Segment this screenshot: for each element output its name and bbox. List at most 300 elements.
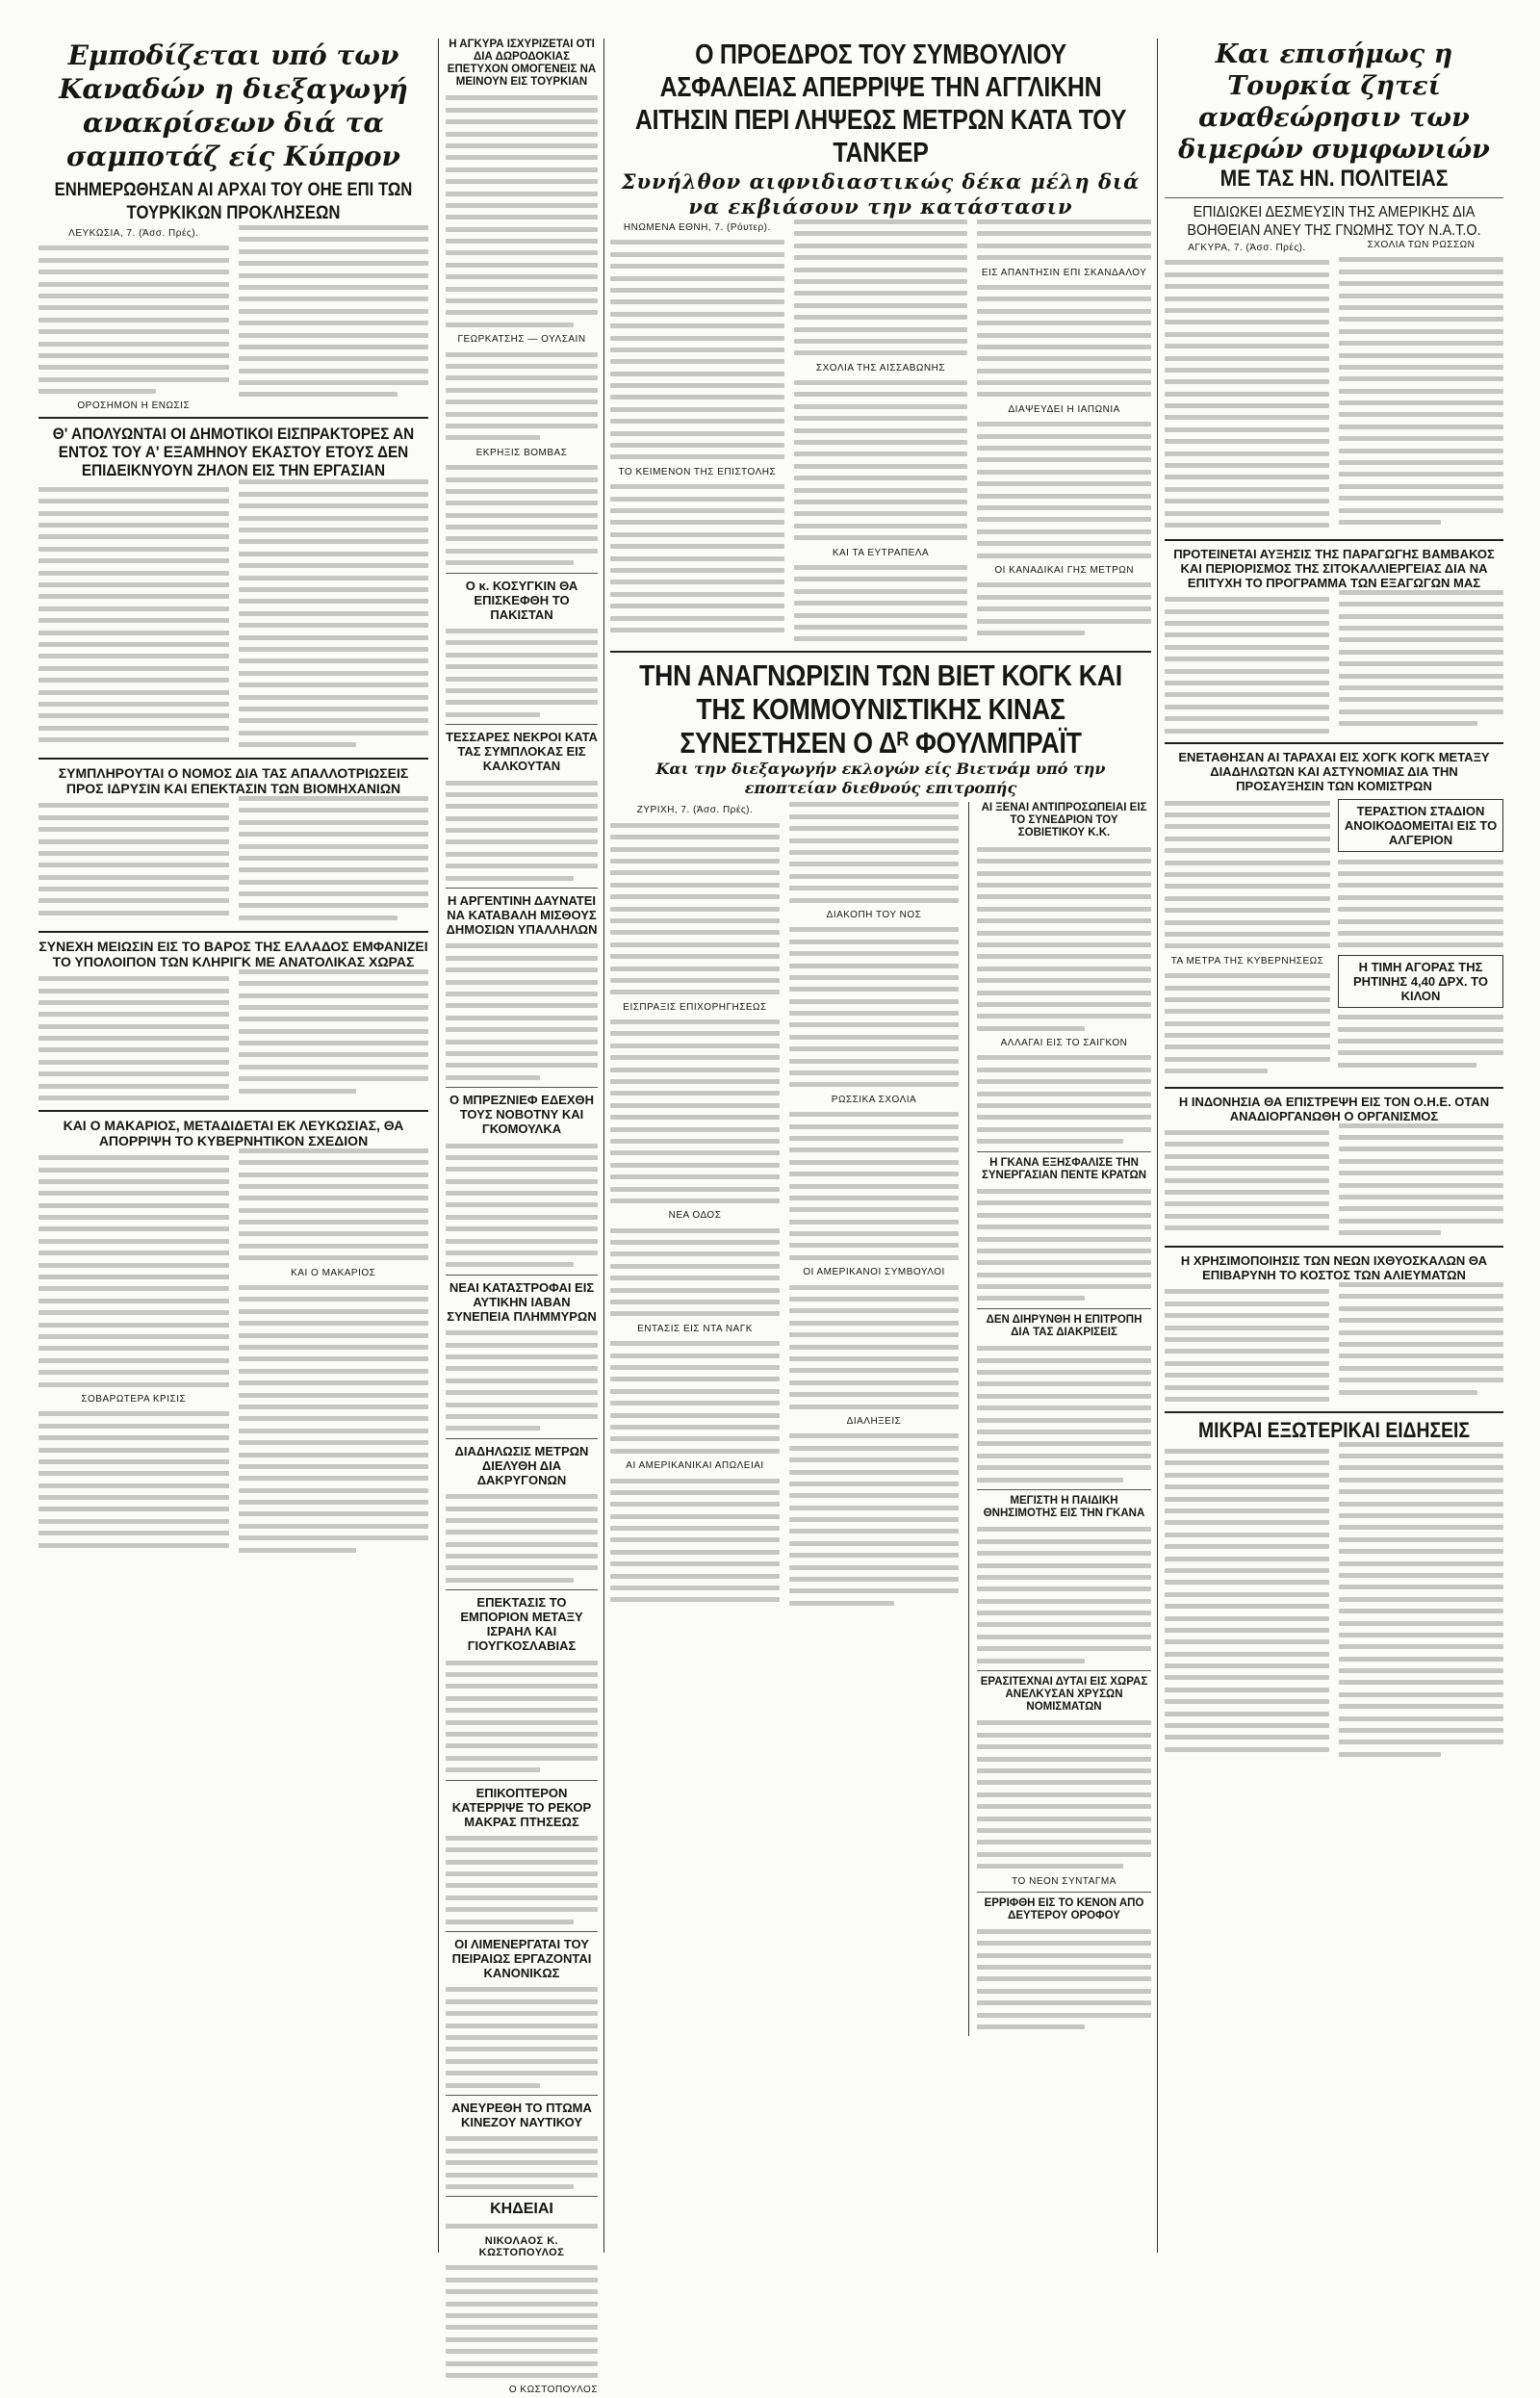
body-text-line: [38, 1012, 229, 1017]
body-text-line: [446, 1040, 598, 1044]
body-text-line: [977, 1575, 1151, 1580]
body-text-line: [239, 611, 429, 616]
body-text-line: [446, 1251, 598, 1255]
body-text-line: [789, 898, 959, 903]
body-text-line: [239, 1184, 429, 1189]
body-text-line: [1339, 685, 1503, 690]
body-text-line: [239, 273, 429, 278]
headline-foreign-briefs: ΜΙΚΡΑΙ ΕΞΩΤΕΡΙΚΑΙ ΕΙΔΗΣΕΙΣ: [1197, 1417, 1471, 1442]
body-text-line: [977, 1780, 1151, 1785]
body-text-line: [789, 1070, 959, 1075]
body-text-line: [446, 640, 598, 645]
body-text-line: [1165, 812, 1330, 817]
body-text-line: [789, 1588, 959, 1593]
body-text-line: [610, 616, 784, 621]
column-divider: [603, 39, 604, 2253]
body-text-line: [789, 940, 959, 944]
body-text-line: [977, 1260, 1151, 1265]
body-text-line: [977, 1200, 1151, 1205]
body-text-line: [446, 375, 598, 380]
body-text-line: [977, 1103, 1151, 1108]
body-text-line: [789, 1011, 959, 1016]
body-text-line: [1165, 1557, 1329, 1561]
body-text-line: [239, 808, 429, 812]
body-text-line: [1165, 1201, 1329, 1206]
body-text-line: [446, 2313, 598, 2318]
body-text-line: [610, 508, 784, 513]
body-text-line: [977, 1744, 1151, 1749]
body-text-line: [789, 1035, 959, 1040]
body-text-line: [38, 329, 229, 334]
section-heading: ΟΡΟΣΗΜΟΝ Η ΕΝΩΣΙΣ: [77, 400, 191, 412]
body-text-line: [977, 356, 1151, 361]
body-text-line: [239, 796, 429, 801]
body-text-line: [1339, 1525, 1503, 1530]
body-text-line: [977, 422, 1151, 426]
body-text-line: [446, 2024, 598, 2028]
section-heading: ΣΧΟΛΙΑ ΤΗΣ ΑΙΣΣΑΒΩΝΗΣ: [815, 362, 946, 374]
body-text-line: [239, 903, 429, 908]
body-text-line: [38, 713, 229, 718]
body-text-line: [610, 383, 784, 388]
body-text-line: [38, 258, 229, 263]
body-text-line: [610, 454, 784, 459]
rule-divider: [977, 1489, 1151, 1490]
body-text-line: [977, 1840, 1151, 1844]
rule-divider: [977, 1308, 1151, 1309]
body-text-line: [789, 1482, 959, 1486]
body-text-line: [446, 274, 598, 279]
rule-divider: [977, 1892, 1151, 1893]
rule-divider: [446, 1931, 598, 1932]
headline-resin-price: Η ΤΙΜΗ ΑΓΟΡΑΣ ΤΗΣ ΡΗΤΙΝΗΣ 4,40 ΔΡΧ. ΤΟ ΚΙΛΟΝ: [1353, 959, 1488, 1003]
body-text-line: [239, 695, 429, 700]
body-text-line: [446, 513, 598, 518]
body-text-line: [977, 321, 1151, 325]
body-text-line: [239, 969, 429, 974]
body-text-line: [977, 345, 1151, 349]
body-text-line: [38, 898, 229, 903]
body-text-line: [1165, 896, 1330, 901]
body-text-line: [1165, 1385, 1329, 1390]
body-text-line: [239, 844, 429, 849]
body-text-line: [977, 1611, 1151, 1615]
rule-divider: [446, 2196, 598, 2197]
body-text-line: [1165, 1373, 1329, 1378]
body-text-line: [239, 1285, 429, 1290]
body-text-line: [610, 628, 784, 632]
body-text-line: [794, 404, 968, 409]
body-text-line: [239, 647, 429, 652]
body-text-line: [1339, 661, 1503, 666]
headline-brezhnev: Ο ΜΠΡΕΖΝΙΕΦ ΕΔΕΧΘΗ ΤΟΥΣ ΝΟΒΟΤΝΥ ΚΑΙ ΓΚΟΜΟΥΛΚΑ: [449, 1093, 595, 1137]
body-text-line: [977, 1864, 1123, 1869]
body-text-line: [1339, 1390, 1477, 1395]
body-text-line: [1339, 1704, 1503, 1709]
body-text-line: [446, 1155, 598, 1160]
body-text-line: [977, 285, 1151, 290]
body-text-line: [789, 1124, 959, 1129]
body-text-line: [1165, 1130, 1329, 1135]
body-text-line: [446, 1907, 598, 1912]
body-text-line: [789, 1380, 959, 1385]
headline-makarios: ΚΑΙ Ο ΜΑΚΑΡΙΟΣ, ΜΕΤΑΔΙΔΕΤΑΙ ΕΚ ΛΕΥΚΩΣΙΑΣ, ΘΑ ΑΠΟΡΡΙΨΗ ΤΟ ΚΥΒΕΡΝΗΤΙΚΟΝ ΣΧΕΔΙΟΝ: [63, 1117, 404, 1148]
body-text-line: [1165, 499, 1329, 503]
body-text-line: [977, 517, 1151, 522]
dateline: ΛΕΥΚΩΣΙΑ, 7. (Άσσ. Πρές).: [68, 228, 199, 239]
body-text-line: [446, 1920, 574, 1924]
body-text-line: [446, 1494, 598, 1499]
body-text-line: [38, 1435, 229, 1440]
body-text-line: [794, 488, 968, 493]
body-text-line: [1165, 1508, 1329, 1513]
dateline: ΖΥΡΙΧΗ, 7. (Άσσ. Πρές).: [636, 805, 754, 816]
body-text-line: [446, 804, 598, 809]
body-text-line: [446, 1366, 598, 1371]
body-text-line: [1339, 721, 1477, 726]
body-text-line: [446, 287, 598, 292]
body-text-line: [239, 528, 429, 532]
body-text-line: [789, 1059, 959, 1064]
body-text-line: [1165, 368, 1329, 373]
headline-kosygin: Ο κ. ΚΟΣΥΓΚΙΝ ΘΑ ΕΠΙΣΚΕΦΘΗ ΤΟ ΠΑΚΙΣΤΑΝ: [465, 578, 578, 622]
body-text-line: [1165, 645, 1329, 650]
rule-divider: [610, 651, 1151, 653]
body-text-line: [239, 285, 429, 290]
body-text-line: [789, 1517, 959, 1522]
body-text-line: [1339, 508, 1503, 513]
body-text-line: [794, 451, 968, 456]
body-text-line: [1165, 1214, 1329, 1219]
body-text-line: [789, 1565, 959, 1570]
body-text-line: [1339, 257, 1503, 262]
body-text-line: [446, 2325, 598, 2330]
body-text-line: [1165, 1326, 1329, 1330]
body-text-line: [1339, 1206, 1503, 1211]
body-text-line: [977, 231, 1151, 236]
body-text-line: [610, 1586, 780, 1590]
body-text-line: [38, 534, 229, 539]
rule-divider: [38, 417, 428, 419]
body-text-line: [446, 2289, 598, 2294]
body-text-line: [446, 560, 574, 565]
rule-divider: [446, 1438, 598, 1439]
body-text-line: [446, 1767, 540, 1772]
body-text-line: [610, 894, 780, 899]
body-text-line: [977, 255, 1151, 260]
body-text-line: [446, 239, 598, 244]
body-text-line: [239, 321, 429, 325]
body-text-line: [446, 1530, 598, 1534]
body-text-line: [38, 1543, 229, 1548]
body-text-line: [239, 1041, 429, 1045]
body-text-line: [239, 1017, 429, 1021]
body-text-line: [977, 954, 1151, 959]
body-text-line: [1165, 1361, 1329, 1366]
body-text-line: [1339, 1692, 1503, 1697]
body-text-line: [1338, 860, 1503, 864]
body-text-line: [446, 1554, 598, 1559]
body-text-line: [1165, 1142, 1329, 1147]
body-text-line: [610, 1240, 780, 1245]
body-text-line: [38, 839, 229, 844]
body-text-line: [239, 683, 429, 687]
body-text-line: [977, 1586, 1151, 1591]
body-text-line: [38, 1310, 229, 1315]
body-text-line: [977, 1976, 1151, 1981]
body-text-line: [446, 203, 598, 208]
body-text-line: [610, 395, 784, 400]
body-text-line: [38, 389, 156, 394]
body-text-line: [38, 642, 229, 647]
body-text-line: [977, 1296, 1085, 1301]
body-text-line: [977, 1646, 1151, 1651]
body-text-line: [1339, 709, 1503, 714]
body-text-line: [446, 2302, 598, 2307]
headline-tax-collectors: Θ' ΑΠΟΛΥΩΝΤΑΙ ΟΙ ΔΗΜΟΤΙΚΟΙ ΕΙΣΠΡΑΚΤΟΡΕΣ ΑΝ ΕΝΤΟΣ ΤΟΥ Α' ΕΞΑΜΗΝΟΥ ΕΚΑΣΤΟΥ ΕΤΟΥΣ ΔΕΝ ΕΠΙΔΕΙΚΝΥΟΥΝ ΖΗΛΟΝ ΕΙΣ ΤΗΝ ΕΡΓΑΣΙΑΝ: [52, 425, 415, 480]
body-text-line: [977, 991, 1151, 995]
body-text-line: [446, 2083, 540, 2088]
section-heading: ΕΙΣΠΡΑΞΙΣ ΕΠΙΧΟΡΗΓΗΣΕΩΣ: [623, 1001, 767, 1013]
body-text-line: [446, 1565, 598, 1570]
body-text-line: [1339, 365, 1503, 370]
body-text-line: [794, 428, 968, 433]
body-text-line: [38, 511, 229, 516]
body-text-line: [1165, 1699, 1329, 1704]
body-text-line: [789, 1577, 959, 1582]
body-text-line: [239, 1429, 429, 1433]
body-text-line: [239, 333, 429, 338]
body-text-line: [610, 823, 780, 828]
body-text-line: [446, 1987, 598, 1992]
body-text-line: [239, 1065, 429, 1070]
body-text-line: [1339, 1378, 1503, 1382]
body-text-line: [1339, 1621, 1503, 1626]
body-text-line: [977, 1635, 1151, 1639]
body-text-line: [446, 2173, 598, 2178]
column-left: [38, 39, 428, 1558]
body-text-line: [977, 434, 1151, 439]
body-text-line: [446, 792, 598, 797]
body-text-line: [38, 1000, 229, 1005]
body-text-line: [1339, 1219, 1503, 1224]
body-text-line: [446, 992, 598, 996]
body-text-line: [977, 505, 1151, 510]
body-text-line: [794, 416, 968, 421]
body-text-line: [446, 677, 598, 682]
body-text-line: [239, 1052, 429, 1057]
body-text-line: [446, 1167, 598, 1172]
body-text-line: [1165, 451, 1329, 456]
body-text-line: [38, 666, 229, 671]
body-text-line: [446, 155, 598, 160]
body-text-line: [1338, 1027, 1503, 1032]
body-text-line: [446, 2224, 598, 2229]
body-text-line: [38, 499, 229, 503]
body-text-line: [1339, 1135, 1503, 1140]
body-text-line: [610, 990, 780, 994]
body-text-line: [239, 993, 429, 998]
body-text-line: [38, 702, 229, 707]
body-text-line: [38, 875, 229, 880]
body-text-line: [789, 999, 959, 1004]
body-text-line: [610, 847, 780, 852]
body-text-line: [239, 1476, 429, 1481]
body-text-line: [38, 1459, 229, 1464]
body-text-line: [38, 1382, 229, 1387]
body-text-line: [38, 1531, 229, 1535]
body-text-line: [789, 1184, 959, 1189]
body-text-line: [610, 1251, 780, 1256]
body-text-line: [1165, 824, 1330, 829]
body-text-line: [38, 1060, 229, 1065]
body-text-line: [610, 1401, 780, 1405]
dateline: ΗΝΩΜΕΝΑ ΕΘΝΗ, 7. (Ρόυτερ).: [623, 222, 771, 233]
body-text-line: [610, 592, 784, 597]
body-text-line: [1165, 1337, 1329, 1342]
body-text-line: [446, 653, 598, 658]
body-text-line: [789, 1308, 959, 1313]
body-text-line: [239, 1173, 429, 1177]
body-text-line: [38, 606, 229, 611]
body-text-line: [446, 1075, 540, 1080]
body-text-line: [1165, 1580, 1329, 1585]
body-text-line: [446, 688, 598, 693]
body-text-line: [1165, 1592, 1329, 1597]
section-heading: ΕΝΤΑΣΙΣ ΕΙΣ ΝΤΑ ΝΑΓΚ: [637, 1323, 753, 1334]
body-text-line: [446, 1226, 598, 1231]
body-text-line: [38, 803, 229, 808]
body-text-line: [446, 2160, 598, 2165]
body-text-line: [446, 549, 598, 554]
section-heading: ΤΑ ΜΕΤΡΑ ΤΗΣ ΚΥΒΕΡΝΗΣΕΩΣ: [1170, 955, 1324, 967]
body-text-line: [610, 497, 784, 502]
body-text-line: [610, 1044, 780, 1048]
section-heading: ΕΙΣ ΑΠΑΝΤΗΣΙΝ ΕΠΙ ΣΚΑΝΔΑΛΟΥ: [981, 267, 1147, 278]
body-text-line: [1165, 1033, 1330, 1038]
body-text-line: [239, 492, 429, 497]
body-text-line: [1339, 294, 1503, 298]
body-text-line: [446, 1672, 598, 1677]
body-text-line: [610, 1163, 780, 1168]
body-text-line: [977, 1249, 1151, 1253]
body-text-line: [977, 309, 1151, 314]
body-text-line: [1339, 1513, 1503, 1518]
body-text-line: [239, 539, 429, 544]
headline-argentina: Η ΑΡΓΕΝΤΙΝΗ ΔΑΥΝΑΤΕΙ ΝΑ ΚΑΤΑΒΑΛΗ ΜΙΣΘΟΥΣ ΔΗΜΟΣΙΩΝ ΥΠΑΛΛΗΛΩΝ: [446, 893, 598, 938]
body-text-line: [38, 1286, 229, 1291]
body-text-line: [1339, 650, 1503, 655]
body-text-line: [446, 322, 574, 327]
body-text-line: [446, 1027, 598, 1032]
body-text-line: [446, 179, 598, 184]
body-text-line: [1165, 1289, 1329, 1294]
body-text-line: [1165, 1166, 1329, 1171]
body-text-line: [38, 737, 229, 742]
body-text-line: [239, 731, 429, 735]
body-text-line: [239, 880, 429, 885]
body-text-line: [1339, 1549, 1503, 1554]
body-text-line: [446, 2035, 598, 2040]
body-text-line: [789, 1433, 959, 1438]
body-text-line: [977, 1733, 1151, 1738]
body-text-line: [1339, 341, 1503, 346]
body-text-line: [239, 718, 429, 723]
body-text-line: [446, 1343, 598, 1348]
body-text-line: [1339, 1465, 1503, 1470]
body-text-line: [38, 282, 229, 287]
body-text-line: [977, 1055, 1151, 1060]
body-text-line: [977, 595, 1151, 600]
body-text-line: [1338, 1015, 1503, 1019]
body-text-line: [1339, 1668, 1503, 1673]
body-text-line: [38, 1334, 229, 1339]
body-text-line: [1339, 353, 1503, 358]
body-text-line: [977, 1989, 1151, 1994]
body-text-line: [977, 2000, 1151, 2005]
body-text-line: [239, 1160, 429, 1165]
body-text-line: [239, 1380, 429, 1385]
body-text-line: [1165, 848, 1330, 853]
body-text-line: [1165, 1154, 1329, 1159]
body-text-line: [610, 859, 780, 864]
body-text-line: [38, 1346, 229, 1351]
article-body-cotton: [1165, 590, 1503, 736]
body-text-line: [789, 1196, 959, 1200]
headline-clearing: ΣΥΝΕΧΗ ΜΕΙΩΣΙΝ ΕΙΣ ΤΟ ΒΑΡΟΣ ΤΗΣ ΕΛΛΑΔΟΣ ΕΜΦΑΝΙΖΕΙ ΤΟ ΥΠΟΛΟΙΠΟΝ ΤΩΝ ΚΛΗΡΙΓΚ ΜΕ ΑΝΑΤΟΛΙΚΑΣ ΧΩΡΑΣ: [38, 938, 428, 969]
body-text-line: [446, 412, 598, 417]
body-text-line: [446, 2011, 598, 2016]
body-text-line: [239, 658, 429, 663]
headline-discrimination: ΔΕΝ ΔΙΗΡΥΝΘΗ Η ΕΠΙΤΡΟΠΗ ΔΙΑ ΤΑΣ ΔΙΑΚΡΙΣΕΙΣ: [986, 1313, 1142, 1338]
body-text-line: [38, 582, 229, 587]
body-text-line: [239, 981, 429, 986]
body-text-line: [610, 918, 780, 923]
body-text-line: [1339, 389, 1503, 394]
body-text-line: [977, 219, 1151, 224]
lead-headline-cyprus: Εμποδίζεται υπό των Καναδών η διεξαγωγή ανακρίσεων διά τα σαμποτάζ είς Κύπρον: [59, 39, 408, 172]
body-text-line: [977, 1014, 1151, 1019]
body-text-line: [239, 369, 429, 374]
body-text-line: [38, 678, 229, 683]
body-text-line: [977, 1757, 1151, 1762]
body-text-line: [1165, 1484, 1329, 1489]
body-text-line: [446, 2361, 598, 2366]
body-text-line: [446, 664, 598, 669]
body-text-line: [977, 1284, 1151, 1289]
body-text-line: [1339, 1159, 1503, 1164]
body-text-line: [446, 263, 598, 268]
body-text-line: [239, 552, 429, 556]
body-text-line: [610, 556, 784, 561]
body-text-line: [794, 511, 968, 516]
body-text-line: [1165, 1349, 1329, 1354]
body-text-line: [977, 1273, 1151, 1277]
body-text-line: [446, 1144, 598, 1148]
body-text-line: [1165, 439, 1329, 444]
body-text-line: [789, 1022, 959, 1027]
body-text-line: [446, 876, 574, 881]
body-text-line: [239, 707, 429, 711]
body-text-line: [446, 1847, 598, 1852]
body-text-line: [789, 826, 959, 831]
body-text-line: [239, 1244, 429, 1249]
body-text-line: [610, 1115, 780, 1120]
body-text-line: [1339, 1282, 1503, 1287]
body-text-line: [977, 1079, 1151, 1084]
body-text-line: [38, 1424, 229, 1429]
body-text-line: [977, 481, 1151, 486]
